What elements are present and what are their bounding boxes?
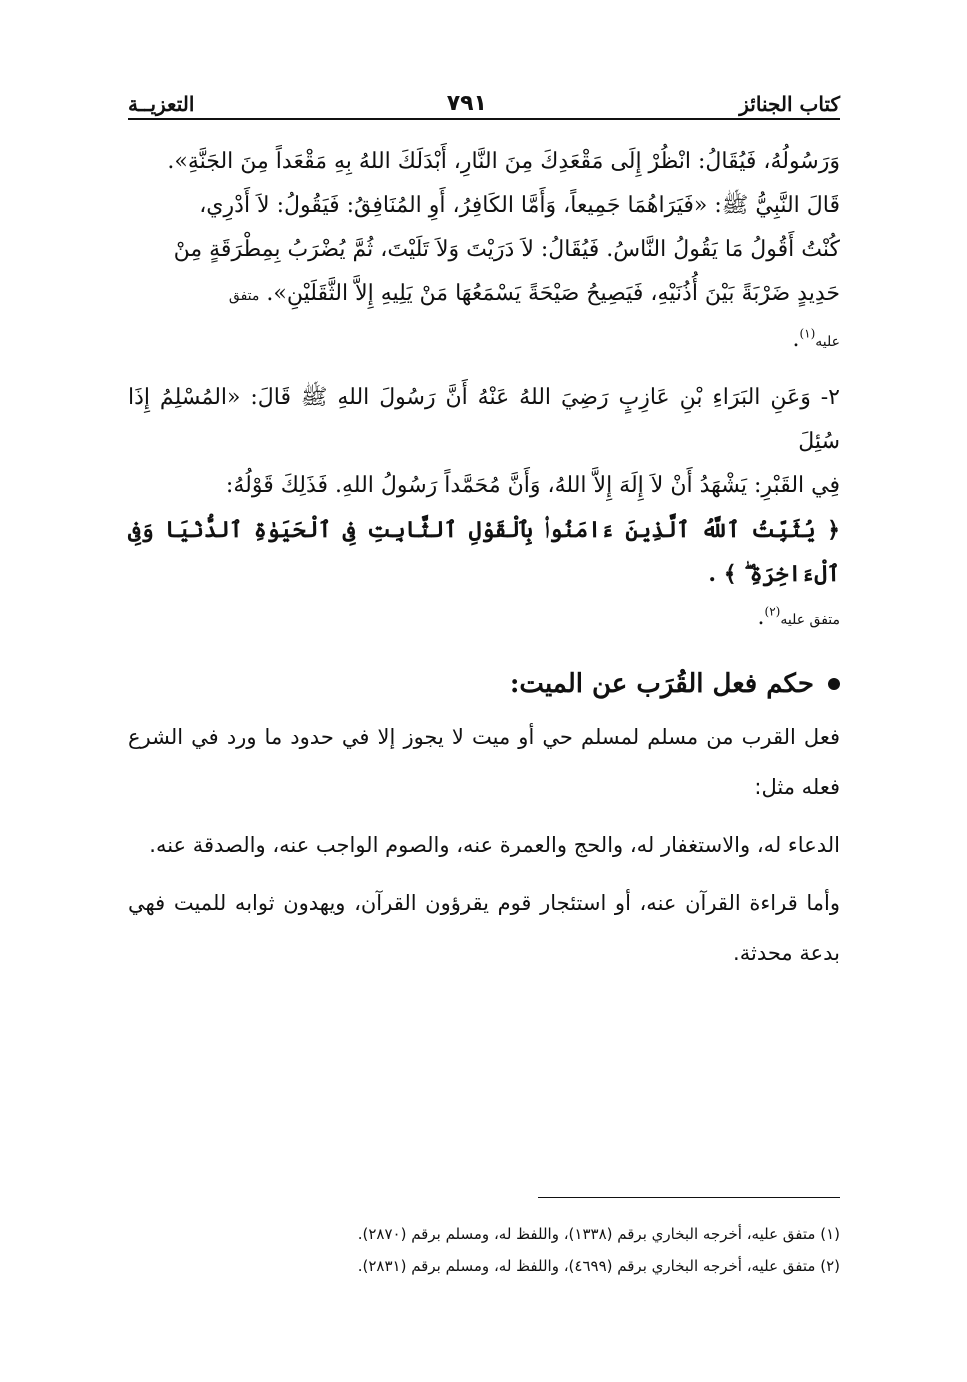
paragraph-1: فعل القرب من مسلم لمسلم حي أو ميت لا يجوز إلا في حدود ما ورد في الشرع فعله مثل: — [128, 725, 840, 799]
footnote-ref-1[interactable]: (١) — [799, 326, 816, 341]
quran-ayah: ﴿ يُثَبِّتُ ٱللَّهُ ٱلَّذِينَ ءَامَنُوا۟ بِٱلْقَوْلِ ٱلثَّابِتِ فِى ٱلْحَيَوٰةِ ٱلدُّنْيَا وَفِى ٱلْءَاخِرَةِ ۖ ﴾ . — [128, 517, 840, 587]
hadith-1-line-1: وَرَسُولُهُ، فَيُقَالُ: انْظُرْ إِلَى مَقْعَدِكَ مِنَ النَّارِ، أَبْدَلَكَ اللهُ بِهِ مَقْعَداً مِنَ الجَنَّةِ». — [167, 149, 840, 174]
bullet-icon — [828, 678, 840, 690]
hadith-1-line-4 — [128, 272, 840, 318]
hadith-2-source-line — [128, 596, 840, 642]
hadith-1-line-2: قَالَ النَّبِيُّ ﷺ: «فَيَرَاهُمَا جَمِيعاً، وَأَمَّا الكَافِرُ، أَوِ المُنَافِقُ: فَيَقُولُ: لاَ أَدْرِي، — [199, 193, 840, 218]
chapter-title: التعزيــة — [128, 92, 195, 116]
header-rule — [128, 118, 840, 120]
footnotes — [128, 1218, 840, 1282]
hadith-1-line-4-text: حَدِيدٍ ضَرْبَةً بَيْنَ أُذُنَيْهِ، فَيَصِيحُ صَيْحَةً يَسْمَعُهَا مَنْ يَلِيهِ إِلاَّ الثَّقَلَيْنِ». — [266, 281, 840, 306]
hadith-2-line-1: ٢- وَعَنِ البَرَاءِ بْنِ عَازِبٍ رَضِيَ اللهُ عَنْهُ أَنَّ رَسُولَ اللهِ ﷺ قَالَ: «المُسْلِمُ إِذَا سُئِلَ — [128, 385, 840, 454]
book-title: كتاب الجنائز — [739, 92, 840, 116]
hadith-1-source-b: عليه — [815, 334, 840, 350]
hadith-1-source-line — [128, 318, 840, 364]
running-header — [128, 82, 840, 116]
hadith-1-line-3: كُنْتُ أَقُولُ مَا يَقُولُ النَّاسُ. فَيُقَالُ: لاَ دَرَيْتَ وَلاَ تَلَيْتَ، ثُمَّ يُضْرَبُ بِمِطْرَقَةٍ مِنْ — [173, 237, 840, 262]
paragraph-2: الدعاء له، والاستغفار له، والحج والعمرة عنه، والصوم الواجب عنه، والصدقة عنه. — [149, 833, 840, 857]
footnote-2: (٢) متفق عليه، أخرجه البخاري برقم (٤٦٩٩)، واللفظ له، ومسلم برقم (٢٨٣١). — [357, 1257, 840, 1275]
footnote-ref-2[interactable]: (٢) — [764, 604, 781, 619]
section-heading — [128, 656, 840, 712]
paragraph-3: وأما قراءة القرآن عنه، أو استئجار قوم يقرؤون القرآن، ويهدون ثوابه للميت فهي بدعة محدثة. — [128, 891, 840, 965]
main-text — [128, 140, 840, 986]
section-body — [128, 712, 840, 978]
hadith-2-end: . — [757, 605, 765, 630]
hadith-1-end: . — [792, 327, 800, 352]
page-number: ٧٩١ — [446, 91, 487, 116]
footnote-1: (١) متفق عليه، أخرجه البخاري برقم (١٣٣٨)، واللفظ له، ومسلم برقم (٢٨٧٠). — [357, 1225, 840, 1243]
hadith-1-source-a: متفق — [228, 288, 260, 304]
hadith-2-source: متفق عليه — [780, 612, 840, 628]
section-title: حكم فعل القُرَب عن الميت: — [509, 669, 814, 699]
footnote-rule — [538, 1197, 840, 1198]
hadith-2-line-2: فِي القَبْرِ: يَشْهَدُ أَنْ لاَ إِلَهَ إِلاَّ اللهُ، وَأَنَّ مُحَمَّداً رَسُولُ اللهِ. فَذَلِكَ قَوْلُهُ: — [225, 473, 840, 498]
